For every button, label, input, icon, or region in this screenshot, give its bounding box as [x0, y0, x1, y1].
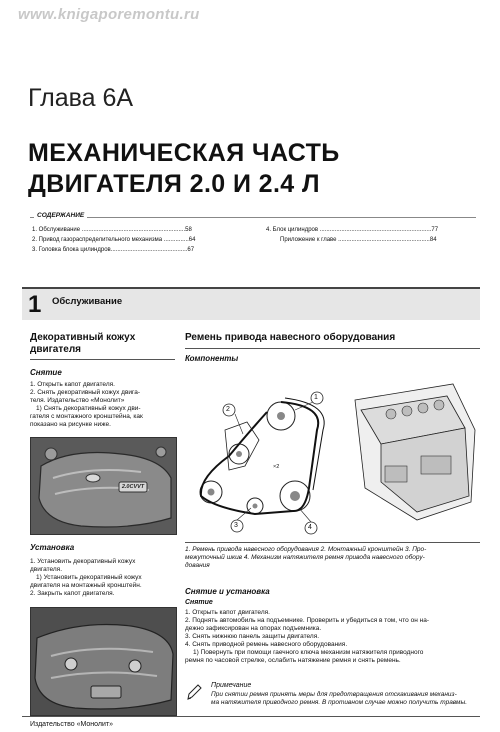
caption-line: 1. Ремень привода навесного оборудования 2. Монтажный кронштейн 3. Про-: [185, 546, 427, 553]
table-of-contents: [30, 212, 476, 262]
step-line: двигателя на монтажный кронштейн.: [30, 582, 142, 589]
install-subheading: Установка: [30, 543, 75, 552]
step-line: 1. Открыть капот двигателя.: [30, 381, 115, 388]
title-line-2: ДВИГАТЕЛЯ 2.0 И 2.4 Л: [28, 170, 320, 198]
toc-item[interactable]: 2. Привод газораспределительного механизма ...............64: [32, 237, 196, 243]
step-line: 1) Повернуть при помощи гаечного ключа механизм натяжителя приводного: [193, 649, 424, 656]
removal-steps: [185, 609, 480, 665]
step-line: 1. Установить декоративный кожух: [30, 558, 136, 565]
step-line: 1. Открыть капот двигателя.: [185, 609, 270, 616]
engine-cover-photo-1: [30, 437, 177, 535]
left-column: [30, 332, 175, 429]
toc-item[interactable]: Приложение к главе .......................................................84: [280, 237, 437, 243]
section-number: 1: [28, 291, 42, 318]
removal-subheading: Снятие: [185, 599, 213, 606]
removal-install-block: [185, 587, 480, 665]
step-line: 2. Снять декоративный кожух двига-: [30, 389, 141, 396]
toc-item[interactable]: 1. Обслуживание ..............................................................58: [32, 227, 192, 233]
diagram-caption: [185, 542, 480, 570]
divider: [185, 348, 480, 349]
section-title: Обслуживание: [52, 296, 123, 307]
note-text: [211, 691, 479, 707]
belt-heading: Ремень привода навесного оборудования: [185, 332, 396, 343]
title-line-1: МЕХАНИЧЕСКАЯ ЧАСТЬ: [28, 139, 340, 167]
step-line: 3. Снять нижнюю панель защиты двигателя.: [185, 633, 320, 640]
step-line: дежно зафиксирован на опорах подъемника.: [185, 625, 322, 632]
step-line: двигателя.: [30, 566, 62, 573]
right-column: [185, 332, 480, 363]
removal-steps: [30, 381, 175, 429]
step-line: показано на рисунке ниже.: [30, 421, 111, 428]
note-line: ма натяжителя приводного ремня. В противном случае можно получить травмы.: [211, 699, 468, 706]
page-title: [28, 138, 340, 200]
section-header: [22, 287, 480, 320]
step-line: ремня по часовой стрелке, ослабить натяжение ремня и снять ремень.: [185, 657, 401, 664]
pencil-icon: [185, 682, 203, 702]
components-subheading: Компоненты: [185, 354, 239, 363]
caption-line: межуточный шкив 4. Механизм натяжителя ремня привода навесного обору-: [185, 554, 425, 561]
remove-install-heading: Снятие и установка: [185, 587, 270, 596]
callout-label: 2: [226, 406, 230, 413]
callout-label: 1: [314, 394, 318, 401]
step-line: 1) Снять декоративный кожух дви-: [36, 405, 141, 412]
toc-item[interactable]: 4. Блок цилиндров ...................................................................77: [266, 227, 439, 233]
caption-line: дования: [185, 562, 210, 569]
engine-bracket-image: [31, 608, 176, 715]
callout-label: 3: [234, 522, 238, 529]
step-line: 2. Закрыть капот двигателя.: [30, 590, 115, 597]
step-line: 1) Установить декоративный кожух: [36, 574, 142, 581]
watermark: www.knigaporemontu.ru: [18, 6, 200, 23]
install-block: [30, 543, 175, 598]
toc-item[interactable]: 3. Головка блока цилиндров..............................................67: [32, 247, 195, 253]
step-line: 4. Снять приводной ремень навесного оборудования.: [185, 641, 348, 648]
belt-diagram-svg: [185, 370, 477, 535]
divider: [30, 359, 175, 360]
belt-diagram: [185, 370, 477, 535]
note-line: При снятии ремня принять меры для предотвращения отскакивания механиз-: [211, 691, 457, 698]
removal-subheading: Снятие: [30, 368, 62, 377]
install-steps: [30, 558, 175, 598]
chapter-label: Глава 6А: [28, 84, 134, 112]
quantity-label: ×2: [273, 464, 280, 470]
callout-label: 4: [308, 524, 312, 531]
step-line: 2. Поднять автомобиль на подъемнике. Проверить и убедиться в том, что он на-: [185, 617, 429, 624]
engine-badge: 2.0CVVT: [121, 484, 145, 490]
toc-label: СОДЕРЖАНИЕ: [34, 212, 87, 219]
cover-heading: Декоративный кожух двигателя: [30, 332, 136, 355]
footer-rule: [22, 716, 480, 717]
footer-publisher: Издательство «Монолит»: [30, 721, 114, 728]
engine-cover-image: [31, 438, 176, 534]
note-title: Примечание: [211, 682, 252, 689]
step-line: теля. Издательство «Монолит»: [30, 397, 125, 404]
step-line: гателя с монтажного кронштейна, как: [30, 413, 143, 420]
engine-cover-photo-2: [30, 607, 177, 716]
